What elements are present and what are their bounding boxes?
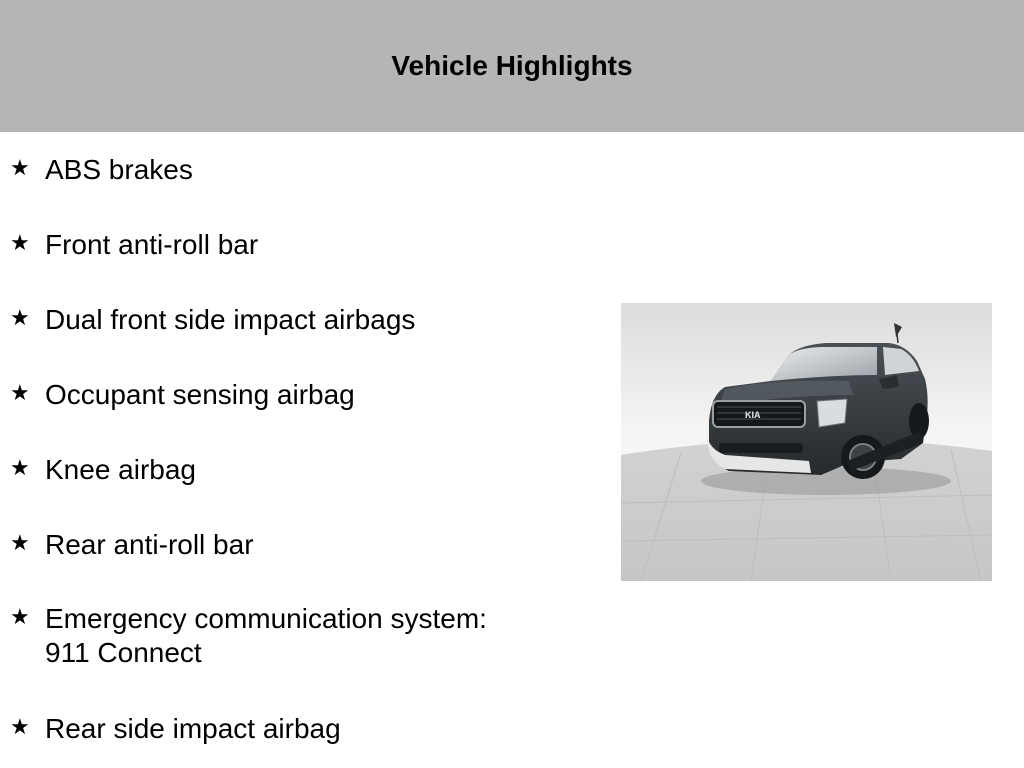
feature-label: Emergency communication system: 911 Connect (45, 603, 487, 668)
feature-label: Occupant sensing airbag (45, 379, 355, 410)
feature-label: ABS brakes (45, 154, 193, 185)
feature-label: Dual front side impact airbags (45, 304, 416, 335)
vehicle-photo-icon (621, 303, 992, 581)
page-title: Vehicle Highlights (391, 50, 633, 81)
star-icon: ★ (10, 530, 30, 555)
star-icon: ★ (10, 230, 30, 255)
feature-label: Rear anti-roll bar (45, 529, 254, 560)
star-icon: ★ (10, 714, 30, 739)
star-icon: ★ (10, 455, 30, 480)
star-icon: ★ (10, 604, 30, 629)
feature-label: Front anti-roll bar (45, 229, 259, 260)
star-icon: ★ (10, 155, 30, 180)
vehicle-photo (621, 303, 992, 581)
feature-label: Knee airbag (45, 454, 197, 485)
page-header (0, 0, 1024, 132)
star-icon: ★ (10, 380, 30, 405)
star-icon: ★ (10, 305, 30, 330)
kia-logo: KIA (745, 410, 761, 420)
feature-label: Rear side impact airbag (45, 713, 341, 744)
